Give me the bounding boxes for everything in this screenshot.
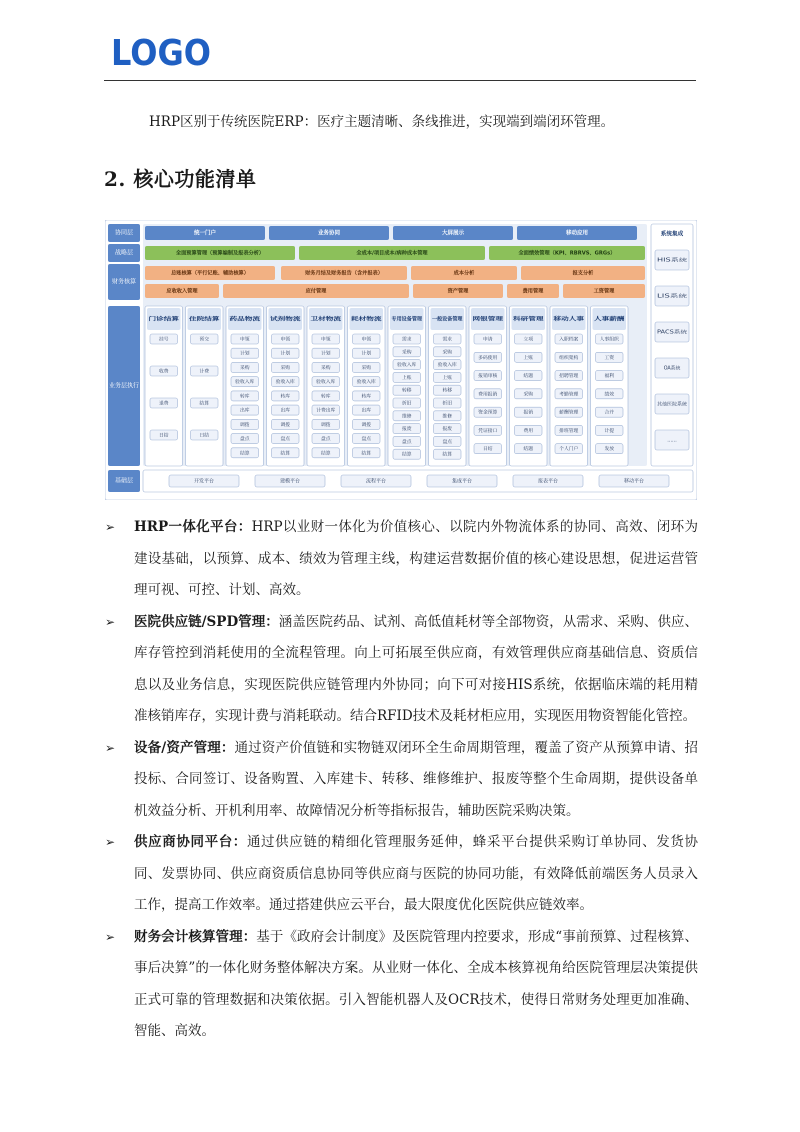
column-item: 转库 — [361, 394, 372, 400]
column-item: 计划 — [320, 351, 331, 357]
strategy-label: 全面绩效管理（KPI、RBRVS、GRGs） — [518, 250, 616, 257]
base-platform-label: 建模平台 — [279, 478, 301, 485]
header-divider — [104, 80, 696, 81]
column-item: 结算 — [442, 452, 453, 458]
column-item: 调拨 — [280, 422, 291, 428]
strategy-label: 全面预算管理（预算编制及报表分析） — [175, 250, 265, 257]
column-item: 结算 — [401, 452, 412, 458]
layer-label: 业务层执行 — [108, 382, 140, 390]
strategy-label: 全成本/项目成本/病种成本管理 — [356, 250, 428, 257]
column-item: 资金预算 — [478, 410, 498, 416]
column-item: 验收入库 — [437, 363, 457, 369]
column-item: 盘点 — [320, 437, 331, 443]
layer-label: 战略层 — [114, 249, 134, 257]
column-item: 采购 — [523, 392, 534, 398]
column-item: 报废 — [442, 427, 453, 433]
column-item: 盘点 — [280, 437, 291, 443]
layer-label: 协同层 — [114, 229, 134, 237]
column-item: 转移 — [442, 388, 453, 394]
integration-item: 其他医院系统 — [657, 402, 686, 408]
column-item: 采购 — [361, 365, 372, 371]
column-item: 申领 — [320, 337, 331, 343]
column-item: 调拨 — [320, 422, 331, 428]
column-item: 结算 — [361, 451, 372, 457]
column-item: 出库 — [361, 408, 372, 414]
column-item: 日结 — [158, 433, 169, 439]
column-item: 立项 — [523, 337, 534, 343]
column-item: 采购 — [401, 350, 412, 356]
column-item: 计划 — [361, 351, 372, 357]
column-title: 一般设备管理 — [432, 316, 464, 323]
column-item: 采购 — [280, 365, 291, 371]
column-item: 上账 — [442, 375, 453, 381]
feature-item — [104, 922, 698, 1048]
column-item: 预交 — [199, 337, 210, 343]
column-item: 上账 — [523, 355, 534, 361]
finance-label: 总账核算（平行记账、辅助核算） — [171, 270, 249, 277]
column-item: 验收入库 — [397, 363, 417, 369]
column-item: 入职档案 — [559, 337, 579, 343]
column-title: 人事薪酬 — [594, 316, 615, 323]
column-item: 费用报销 — [478, 392, 498, 398]
finance-label: 报支分析 — [572, 270, 594, 277]
base-platform-label: 集成平台 — [451, 478, 473, 485]
column-item: 计划 — [239, 351, 250, 357]
column-title: 卫材物流 — [310, 316, 332, 323]
integration-item: LIS系统 — [657, 294, 674, 300]
column-item: 人事组织 — [599, 337, 619, 343]
logo-text: LOGO — [111, 34, 211, 70]
column-item: 盘点 — [442, 439, 453, 445]
feature-item — [104, 827, 698, 922]
column-item: 采购 — [239, 365, 250, 371]
column-item: 日结 — [482, 447, 493, 453]
column-item: 计提 — [604, 428, 615, 434]
finance-label: 成本分析 — [453, 270, 475, 277]
column-item: 验收入库 — [316, 380, 336, 386]
feature-item — [104, 607, 698, 733]
column-item: 费用 — [523, 428, 534, 434]
column-item: 出库 — [239, 408, 250, 414]
column-title: 试剂物流 — [270, 316, 291, 323]
portal-label: 移动应用 — [565, 230, 589, 237]
column-item: 盘点 — [401, 439, 412, 445]
column-item: 验收入库 — [235, 380, 255, 386]
column-item: 日结 — [199, 433, 210, 439]
column-item: 工资 — [604, 355, 615, 361]
feature-text: 涵盖医院药品、试剂、高低值耗材等全部物资，从需求、采购、供应、库存管控到消耗使用的全流程管理。向上可拓展至供应商，有效管理供应商基础信息、资质信息以及业务信息，实现医院供应链管理内外协同；向下可对接HIS系统，依据临床端的耗用精准核销库存，实现计费与消耗联动。结合RFID技术及耗材柜应用，实现医用物资智能化管控。 — [134, 613, 698, 724]
feature-item — [104, 733, 698, 828]
column-item: 凭证接口 — [478, 428, 498, 434]
portal-label: 大屏展示 — [441, 230, 465, 237]
column-item: 折旧 — [442, 401, 453, 407]
bullet-arrow-icon: ➢ — [105, 740, 116, 755]
section-title: 2. 核心功能清单 — [104, 167, 257, 191]
column-item: 结算 — [280, 451, 291, 457]
column-item: 绩效 — [604, 392, 615, 398]
column-item: 转库 — [320, 394, 331, 400]
column-item: 需求 — [401, 337, 412, 343]
column-item: 考勤管理 — [559, 392, 579, 398]
integration-item: PACS系统 — [657, 330, 679, 336]
column-title: 住院结算 — [189, 316, 210, 323]
column-item: 报销审核 — [478, 374, 498, 380]
column-item: 申领 — [239, 337, 250, 343]
column-title: 网银管理 — [472, 316, 494, 323]
feature-text: 通过供应链的精细化管理服务延伸，蜂采平台提供采购订单协同、发货协同、发票协同、供应商资质信息协同等供应商与医院的协同功能，有效降低前端医务人员录入工作，提高工作效率。通过搭建供应云平台，最大限度优化医院供应链效率。 — [134, 834, 699, 913]
integration-item: HIS系统 — [657, 258, 675, 264]
column-item: 招聘管理 — [559, 374, 579, 380]
feature-title: 医院供应链/SPD管理： — [134, 613, 279, 630]
column-item: 结算 — [239, 451, 250, 457]
feature-title: 设备/资产管理： — [134, 739, 235, 756]
integration-title: 系统集成 — [660, 231, 684, 238]
column-item: 挂号 — [158, 337, 169, 343]
finance-label: 应收收入管理 — [166, 288, 198, 295]
column-item: 采购 — [320, 365, 331, 371]
bullet-arrow-icon: ➢ — [105, 614, 116, 629]
column-item: 盘点 — [361, 437, 372, 443]
column-item: 结题 — [523, 447, 534, 453]
column-item: 出库 — [280, 408, 291, 414]
column-item: 验收入库 — [275, 380, 295, 386]
base-platform-label: 移动平台 — [623, 478, 645, 485]
column-title: 药品物流 — [229, 316, 251, 323]
column-item: 排班管理 — [559, 428, 579, 434]
feature-title: 财务会计核算管理： — [134, 928, 257, 945]
base-platform-label: 流程平台 — [365, 478, 387, 485]
column-item: 薪酬管理 — [559, 410, 579, 416]
finance-label: 工资管理 — [593, 288, 615, 295]
column-item: 结题 — [523, 374, 534, 380]
layer-label: 基础层 — [114, 477, 134, 485]
column-title: 耗材物流 — [351, 316, 372, 323]
column-item: 调拨 — [361, 422, 372, 428]
feature-title: HRP一体化平台： — [134, 519, 252, 535]
column-item: 报废 — [401, 427, 412, 433]
integration-item: OA系统 — [663, 366, 681, 372]
feature-item — [104, 512, 698, 607]
column-item: 多码使用 — [478, 355, 498, 361]
base-platform-label: 报表平台 — [537, 478, 559, 485]
column-item: 申请 — [482, 337, 493, 343]
column-item: 申领 — [280, 337, 291, 343]
bullet-arrow-icon: ➢ — [105, 520, 116, 534]
feature-text: 通过资产价值链和实物链双闭环全生命周期管理，覆盖了资产从预算申请、招投标、合同签订、设备购置、入库建卡、转移、维修维护、报废等整个生命周期，提供设备单机效益分析、开机利用率、故障情况分析等指标报告，辅助医院采购决策。 — [134, 739, 699, 819]
column-item: 发放 — [604, 447, 615, 453]
column-title: 专用设备管理 — [391, 316, 423, 323]
column-item: 转库 — [280, 394, 291, 400]
column-title: 科研管理 — [513, 316, 534, 323]
column-item: 需求 — [442, 337, 453, 343]
column-item: 维修 — [401, 414, 412, 420]
column-item: 福利 — [604, 374, 615, 380]
finance-label: 费用管理 — [522, 288, 544, 295]
finance-label: 资产管理 — [447, 288, 469, 295]
bullet-arrow-icon: ➢ — [105, 835, 116, 849]
column-item: 维修 — [442, 414, 453, 420]
column-item: 采购 — [442, 350, 453, 356]
column-item: 盘点 — [239, 437, 250, 443]
feature-title: 供应商协同平台： — [134, 834, 247, 850]
finance-label: 应付管理 — [305, 288, 327, 295]
column-item: 调拨 — [239, 422, 250, 428]
column-item: 合并 — [604, 410, 615, 416]
column-item: 个人门户 — [559, 447, 579, 453]
portal-label: 统一门户 — [193, 230, 217, 237]
column-item: 结算 — [320, 451, 331, 457]
base-platform-label: 开发平台 — [193, 478, 215, 485]
column-item: 收费 — [158, 369, 169, 375]
column-title: 门诊结算 — [148, 316, 170, 323]
column-item: 转库 — [239, 394, 250, 400]
layer-label: 财务核算 — [111, 278, 137, 286]
column-item: 计费出库 — [316, 408, 336, 414]
feature-text: 基于《政府会计制度》及医院管理内控要求，形成“事前预算、过程核算、事后决算”的一体化财务整体解决方案。从业财一体化、全成本核算视角给医院管理层决策提供正式可靠的管理数据和决策依据。引入智能机器人及OCR技术，使得日常财务处理更加准确、智能、高效。 — [134, 928, 699, 1039]
feature-list — [104, 512, 698, 1048]
column-item: 组织架构 — [559, 355, 579, 361]
column-item: 转移 — [401, 388, 412, 394]
integration-item: …… — [667, 438, 677, 444]
column-title: 移动人事 — [553, 316, 575, 323]
intro-paragraph: HRP区别于传统医院ERP：医疗主题清晰、条线推进，实现端到端闭环管理。 — [149, 114, 615, 130]
column-item: 退费 — [158, 401, 169, 407]
architecture-diagram — [105, 220, 697, 500]
column-item: 验收入库 — [356, 380, 376, 386]
portal-label: 业务协同 — [317, 230, 341, 237]
column-item: 结算 — [199, 401, 210, 407]
column-item: 申领 — [361, 337, 372, 343]
feature-text: HRP以业财一体化为价值核心、以院内外物流体系的协同、高效、闭环为建设基础，以预算、成本、绩效为管理主线，构建运营数据价值的核心建设思想，促进运营管理可视、可控、计划、高效。 — [134, 519, 698, 598]
column-item: 计费 — [199, 369, 210, 375]
column-item: 计划 — [280, 351, 291, 357]
column-item: 报销 — [523, 410, 534, 416]
finance-label: 财务月结及财务报告（含并报表） — [305, 270, 383, 277]
column-item: 折旧 — [401, 401, 412, 407]
bullet-arrow-icon: ➢ — [105, 929, 116, 944]
company-logo — [111, 34, 221, 70]
column-item: 上账 — [401, 375, 412, 381]
